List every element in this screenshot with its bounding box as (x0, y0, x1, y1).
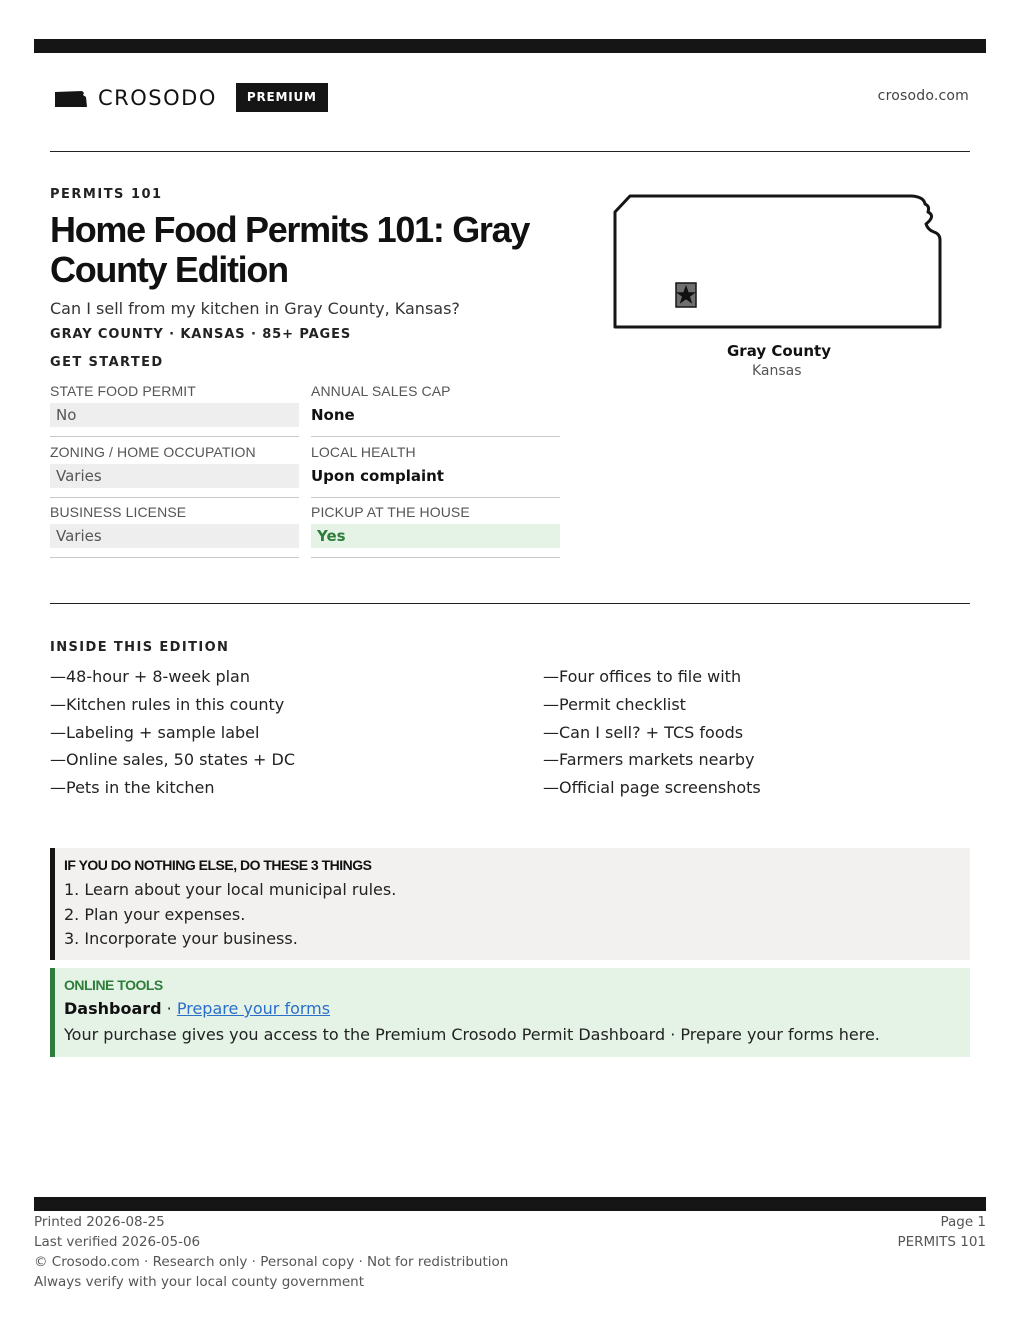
fact-label: STATE FOOD PERMIT (50, 383, 196, 399)
inside-list-left (50, 666, 295, 805)
map-county-label: Gray County (727, 342, 831, 360)
page-title: Home Food Permits 101: Gray County Edition (50, 209, 530, 290)
edition-meta: GRAY COUNTY · KANSAS · 85+ PAGES (50, 327, 352, 342)
list-item: 3. Incorporate your business. (64, 929, 298, 948)
verify-notice: Always verify with your local county government (34, 1274, 364, 1290)
printed-date: Printed 2026-08-25 (34, 1214, 165, 1230)
top-rule-bar (34, 39, 986, 53)
list-item: 1. Learn about your local municipal rules. (64, 880, 397, 899)
callout-title: IF YOU DO NOTHING ELSE, DO THESE 3 THINGS (64, 857, 372, 873)
list-item: —Kitchen rules in this county (50, 694, 285, 714)
footer-right (897, 1213, 986, 1253)
fact-annual-sales-cap (311, 380, 560, 437)
site-url[interactable]: crosodo.com (877, 88, 969, 104)
fact-local-health (311, 441, 560, 498)
callout-list (64, 879, 396, 953)
brand[interactable] (54, 83, 328, 112)
kansas-map (612, 192, 944, 332)
fact-label: BUSINESS LICENSE (50, 504, 187, 520)
fact-value: Varies (50, 524, 299, 548)
prepare-forms-link[interactable]: Prepare your forms (176, 999, 331, 1018)
get-started-label: GET STARTED (50, 355, 164, 370)
footer-section-name: PERMITS 101 (897, 1234, 986, 1250)
fact-value: None (311, 406, 355, 424)
fact-business-license (50, 501, 299, 558)
list-item: —Online sales, 50 states + DC (50, 750, 296, 770)
premium-badge: PREMIUM (236, 83, 328, 112)
online-tools-callout (50, 968, 970, 1057)
list-item: —Pets in the kitchen (50, 778, 215, 798)
separator: · (161, 999, 177, 1018)
fact-value: Yes (311, 524, 560, 548)
fact-label: LOCAL HEALTH (311, 444, 416, 460)
map-state-label: Kansas (752, 363, 802, 379)
fact-value: Upon complaint (311, 467, 444, 485)
brand-name: CROSODO (98, 85, 217, 110)
last-verified-date: Last verified 2026-05-06 (34, 1234, 201, 1250)
fact-zoning (50, 441, 299, 498)
fact-value: Varies (50, 464, 299, 488)
list-item: —Permit checklist (543, 694, 686, 714)
fact-label: ZONING / HOME OCCUPATION (50, 444, 256, 460)
fact-state-food-permit (50, 380, 299, 437)
copyright-notice: © Crosodo.com · Research only · Personal copy · Not for redistribution (34, 1254, 509, 1270)
top-three-callout (50, 848, 970, 960)
page-subtitle: Can I sell from my kitchen in Gray County, Kansas? (50, 299, 460, 318)
section-eyebrow: PERMITS 101 (50, 187, 163, 202)
inside-edition-heading: INSIDE THIS EDITION (50, 640, 230, 655)
list-item: —48-hour + 8-week plan (50, 667, 250, 686)
kansas-outline (615, 196, 940, 327)
footer-left (34, 1213, 508, 1293)
dashboard-label: Dashboard (64, 999, 162, 1018)
tools-links (64, 999, 330, 1018)
list-item: —Farmers markets nearby (543, 750, 755, 770)
kansas-logo-icon (54, 90, 88, 108)
tools-description: Your purchase gives you access to the Premium Crosodo Permit Dashboard · Prepare your forms here. (64, 1025, 880, 1044)
list-item: —Official page screenshots (543, 778, 761, 798)
list-item: —Labeling + sample label (50, 722, 260, 742)
list-item: 2. Plan your expenses. (64, 904, 246, 924)
fact-label: ANNUAL SALES CAP (311, 383, 451, 399)
footer-rule-bar (34, 1197, 986, 1211)
page-number: Page 1 (940, 1214, 986, 1230)
list-item: —Four offices to file with (543, 667, 742, 686)
inside-list-right (543, 666, 761, 805)
list-item: —Can I sell? + TCS foods (543, 722, 744, 742)
fact-label: PICKUP AT THE HOUSE (311, 504, 470, 520)
fact-value: No (50, 403, 299, 427)
header-divider (50, 151, 970, 152)
fact-pickup-at-house (311, 501, 560, 558)
section-divider (50, 603, 970, 604)
tools-title: ONLINE TOOLS (64, 977, 163, 993)
